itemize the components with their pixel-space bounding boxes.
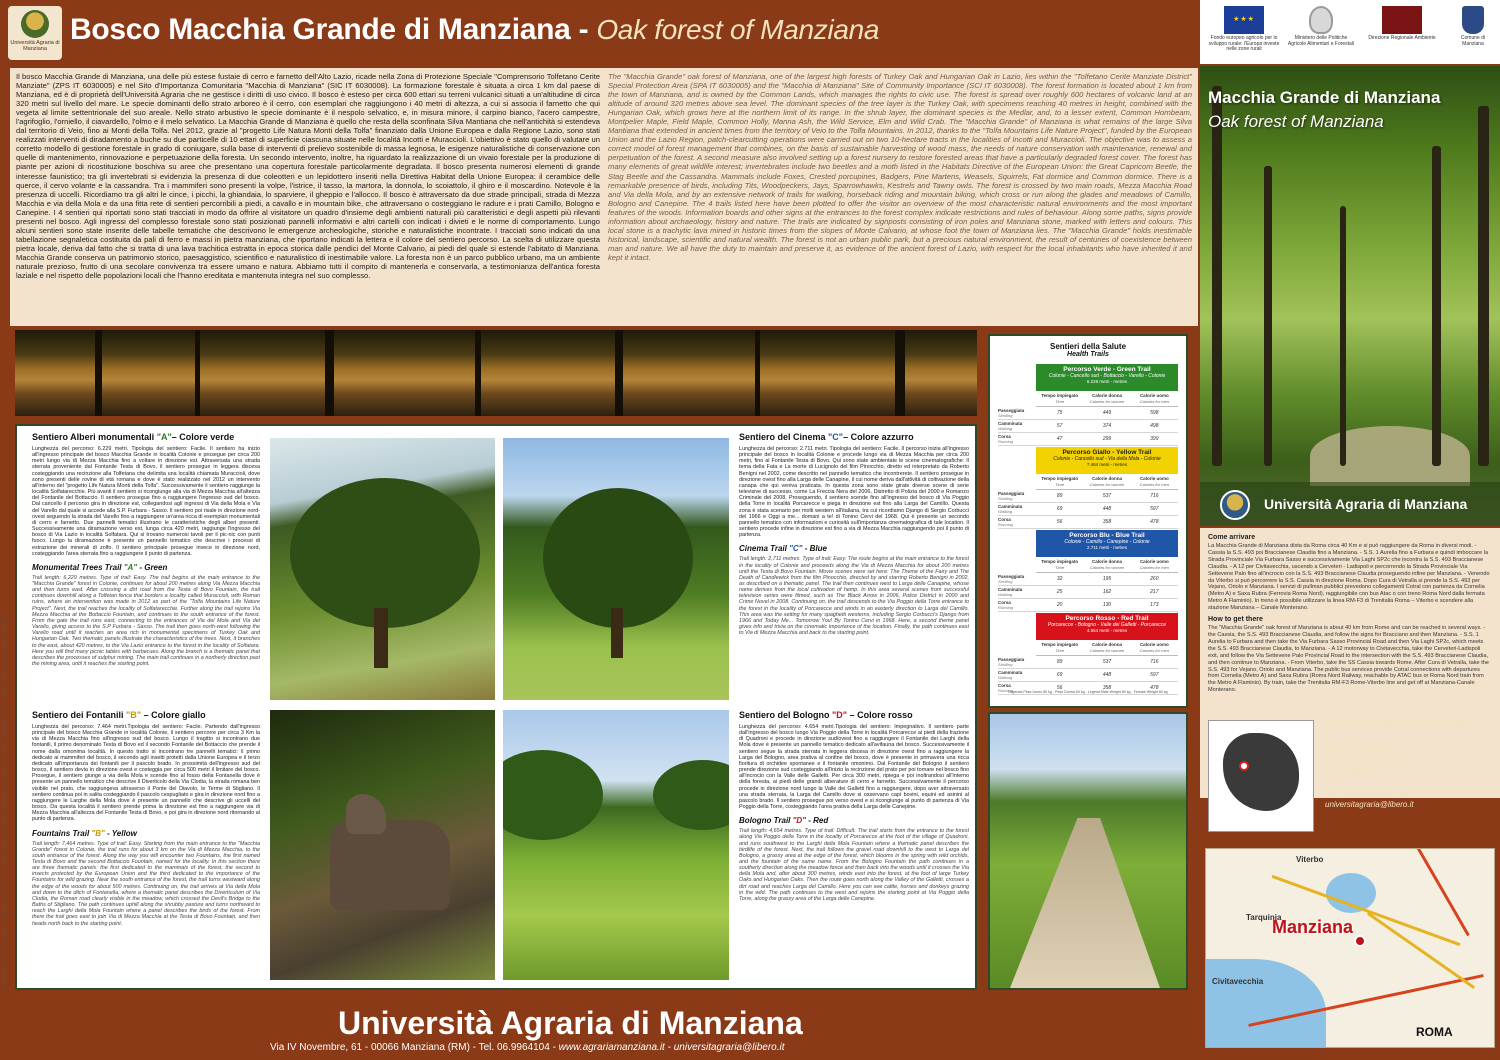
trail-letter: "C" [789,544,803,554]
table-cell: 399 [1150,436,1159,442]
trail-name: Percorso Rosso - Red Trail [1065,615,1149,622]
activity-it: Passeggiata [998,657,1025,662]
trail-header [1036,364,1178,391]
trail-header [1036,447,1178,474]
photo-university-name: Università Agraria di Manziana [1264,496,1468,512]
tree-trunk [325,330,334,416]
photo-subtitle: Oak forest of Manziana [1208,112,1384,131]
contact-phone: Tel. 06.9964104 [1325,768,1383,777]
donkey-photo [270,710,495,980]
activity-label [998,656,1036,668]
trail-title-text: Sentiero dei Fontanili [32,710,127,720]
sponsor-caption: Ministero delle Politiche Agricole Alimentari e Forestali [1287,35,1355,47]
glade-photo [503,710,729,980]
trail-length: 4.654 metri - metres [1086,628,1128,633]
table-subtitle: Health Trails [1067,351,1109,358]
crest-icon [21,10,49,38]
trail-name: Percorso Blu - Blue Trail [1069,532,1145,539]
activity-it: Corsa [998,517,1011,522]
trail-d-english-text: Trail length: 4,654 metres. Type of trail: Difficult. The trail starts from the entrance to the forest along Via Poggio della Torre in the locality of Porcarecce at the foot of the village of Quadroni, and runs southwest to the Larghi della Mola Fountain where a thematic panel describes the birdlife of the forest. Next, the trail follows the gravel road downhill to the west to Larga del Bologno, a grassy area at the edge of the forest, which blooms in the spring with wild orchids, and the fountain of the same name. From the Bologno Fountain the path continues in a southerly direction along the meadow fence and then back into the woods until it crosses the Via della Mola and, after about 300 metres, winds east into the forest, at the foot of large Turkey Oaks and Hungarian Oaks. Then the route goes north along the Valley of the Galletti, crosses a dirt road and reaches Larga del Camillo. Here you can see cattle, horses and donkeys grazing in the wild. The path continues to the west and rejoins the starting point at Via Poggio della Torre, along the grassy area of the Larga delle Canepine. [739,828,969,902]
activity-en: Walking [998,675,1013,680]
trail-b-title [32,710,260,720]
contact-email[interactable]: universitagraria@libero.it [1325,800,1414,809]
table-cell: 449 [1102,410,1112,416]
trail-name: Percorso Giallo - Yellow Trail [1062,449,1152,456]
table-cell: 20 [1056,602,1063,608]
table-cell: 448 [1102,506,1112,512]
table-cell: 716 [1150,659,1159,665]
activity-label [998,407,1036,419]
intro-italian: Il bosco Macchia Grande di Manziana, una delle più estese fustaie di cerro e farnetto dell'Alto Lazio, ricade nella Zona di Protezione Speciale "Comprensorio Tolfetano Cerite Manziate" (ZPS IT 6030005) e nel Sito d'Importanza Comunitaria "Macchia di Manziana" (SIC IT 6030008). La formazione forestale è situata a circa 1 km dal paese di Manziana, ed è di proprietà dell'Università Agraria che ne gestisce i diritti di uso civico. Il bosco è esteso per circa 600 ettari su terreni vulcanici situati a un'altitudine di circa 320 metri sul livello del mare. Le specie dominanti dello strato arboreo è il cerro, con esemplari che raggiungono i 40 metri di altezza, a cui si associa il farnetto che qui vegeta al limite settentrionale del suo areale. Nello strato arbustivo le specie dominante è il nespolo selvatico, e, in misura minore, il carpino bianco, l'acero campestre, l'agrifoglio, l'orniello, il ciavardello, l'olmo e il melo selvatico. La Macchia Grande di Manziana è quello che resta della sconfinata Silva Mantiana che nell'antichità si estendeva dal territorio di Veio, fino ai Monti della Tolfa. Nel 2012, grazie al "progetto Life Natura Monti della Tolfa" finanziato dalla Unione Europea e dalla Regione Lazio, sono stati realizzati interventi di diradamento a buche su due particelle di 10 ettari di superficie ciascuna situate nelle località Incotti e Muraccioli. L'obiettivo è stato quello di valutare un corretto modello di gestione forestale in grado di coniugare, sulla base di interventi di prelievo sostenibile di massa legnosa, le esigenze naturalistiche di conservazione con quelle di mantenimento, rinnovazione e perpetuazione della foresta. Un secondo intervento, inoltre, ha riguardato la realizzazione di un vivaio forestale per la produzione di piante per azioni di ricostituzione boschiva su aree che presentano una copertura forestale particolarmente degradata. Il bosco presenta numerosi elementi di grande interesse faunistico; tra gli invertebrati si evidenzia la presenza di due coleotteri e un lepidottero inseriti nella Direttiva Habitat della Unione Europea: il cerambice delle querce, il cervo volante e la cassandra. Tra i mammiferi sono presenti la volpe, l'istrice, il tasso, la martora, la donnola, lo scoiattolo, il ghiro e il moscardino. Notevole è la presenza di uccelli. Ricordiamo tra gli altri le cince, i picchi, la ghiandaia, lo sparviere, il gheppio e l'allocco. Il bosco è attraversato da due strade principali, strada di Mezza Macchia e via della Mola e da una fitta rete di sentieri percorribili a piedi, a cavallo e in mountain bike, che attraversano o costeggiano le radure e i prati Camillo, Bologno e Canepine. I 4 sentieri qui riportati sono stati tracciati in modo da offrire al visitatore un quadro d'insieme degli ambienti naturali più caratteristici e degli aspetti più rilevanti presenti nel bosco. Agli ingressi del complesso forestale sono stati posizionati pannelli informativi e altri cartelli con indicati i divieti e le norme di comportamento. Lungo alcuni sentieri sono state inserite delle tabelle tematiche che descrivono le emergenze archeologiche, storiche e naturalistiche incontrate. I tracciati sono indicati da una tabellazione segnaletica costituita da pali di ferro e massi in pietra manziana, che riportano indicati la lettera e il colore del sentiero percorso. La scelta di utilizzare questa pietra locale, deriva dal fatto che si tratta di una lava trachitica estratta in epoca storica dalle pendici del Monte Calvario, ai piedi del quale si estende l'abitato di Manziana. Macchia Grande conserva un patrimonio storico, paesaggistico, scientifico e naturalistico di inestimabile valore. La foresta non è un parco pubblico urbano, ma un ambiente naturale prezioso, frutto di una secolare convivenza tra essere umano e natura. Abbiamo tutti il compito di mantenerla e conservarla, a testimonianza dell'antica foresta laziale e nel rispetto delle popolazioni locali che l'hanno ereditata e mantenuta integra nel suo complesso. [16,72,600,281]
footer-email[interactable]: universitagraria@libero.it [673,1042,785,1053]
footer-title: Università Agraria di Manziana [338,1005,803,1041]
table-row [998,407,1178,420]
table-cell: 716 [1150,493,1159,499]
col-label: Calorie uomo [1139,476,1169,481]
table-cell: 32 [1056,576,1063,582]
table-cell: 130 [1102,602,1112,608]
table-cell: 56 [1056,519,1063,525]
footer-separator: - [664,1042,674,1053]
activity-it: Corsa [998,683,1011,688]
table-cell: 173 [1150,602,1159,608]
col-time [1036,391,1083,406]
oak-meadow-photo [270,438,495,700]
trail-c-english-text: Trail length: 2,711 metres. Type of trail: Easy. The route begins at the main entrance to the forest in the locality of Colonie and proceeds along the Via di Mezza Macchia for about 200 metres until the Testa di Bovo Fountain. Movie scenes were set here: The Theme of the Fairy and The Death of Candlewick from the film Pinocchio, directed by and starring Roberto Benigni in 2002, as described on a thematic panel. The trail then continues west to Larga delle Canapine, whose name derives from the local cultivation of hemp. In this area several scenes from successful television series were filmed, such as The Black Arrow in 2006, Police District in 2000 and Crime Novel in 2008. Continuing on, the trail descends to the Via Poggio della Torre entrance to the forest in the locality of Porcarecce and winds in an easterly direction to Larga del Camillo. This area was the setting for many spaghetti westerns, including Sergio Corbucci's Django from 1966 and Today Me... Tomorrow You! By Tonino Cervi in 1968. Here, a second theme panel gives info and trivia on the cinematic importance of the location. Finally, the path continues east to Via di Mezza Macchia and back to the starting point. [739,556,969,637]
intro-english: The "Macchia Grande" oak forest of Manziana, one of the largest high forests of Turkey Oak and Hungarian Oak in Lazio, lies within the "Tolfetano Cerite Manziate District" Special Protection Area (SPA IT 6030005) and the "Macchia di Manziana" Site of Community Importance (SCI IT 6030008). The forest formation is located about 1 km from the town of Manziana, and is owned by the Common Lands, which manages the rights to civic use. The forest is spread over roughly 600 hectares of volcanic land at an altitude of around 320 metres above sea level. The dominant species of the tree layer is the Turkey Oak, with specimens reaching 40 metres in height, combined with the Hungarian Oak, which grows here at the northern limit of its range. In the shrub layer, the dominant species is the Medlar, and, to a lesser extent, Common Hornbeam, Montpelier Maple, Field Maple, Common Holly, Manna Ash, the Wild Service, Elm and Wild Crab. The "Macchia Grande" of Manziana is what remains of the large Silva Mantiana that extended in ancient times from the territory of Veio to the Tolfa Mountains. In 2012, thanks to the "Tolfa Mountains Life Nature Project", funded by the European Union and the Lazio Region, patch-clearcutting operations were carried out on two 10-hectare tracts in the localities of Incotti and Muraccioli. The objective was to assess a correct model of forest management that combines, on the basis of sustainable harvesting of wood mass, the needs of nature conservation with maintenance, renewal and perpetuation of the forest. A second measure also involved setting up a forest nursery to restore forested areas that have a particularly degraded forest cover. The forest has many elements of great wildlife interest; invertebrates include two beetles and a moth listed in the Habitats Directive of the European Union: the Great Capricorn Beetle, the Stag Beetle and the Cassandra. Mammals include Foxes, Crested porcupines, Badgers, Pine Martens, Weasels, Squirrels, Fat dormice and Common dormice. There is a remarkable presence of birds, including Tits, Woodpeckers, Jays, Sparrowhawks, Kestrels and Tawny owls. The forest is crossed by two main roads, Mezza Macchia Road and Via della Mola, and by an extensive network of trails for walking, horseback riding and mountain biking, which cross or run along the glades and meadows of Camillo, Bologno and Canepine. The 4 trails listed here have been plotted to offer the visitor an overview of the most characteristic natural environments and the most important features of the woods. Information boards and other signs at the entrances to the forest complex indicate restrictions and rules of behaviour. Along some paths, signs provide information about archaeology, history and nature. The trails are indicated by signposts consisting of iron poles and Manziana stone, marked with letters and colours. This local stone is a trachytic lava mined in historic times from the slopes of Monte Calvario, at whose foot the town of Manziana lies. The "Macchia Grande" holds inestimable historical, landscape, scientific and natural wealth. The forest is not an urban public park, but a precious natural environment, the result of centuries of coexistence between man and nature. We all have the duty to maintain and preserve it, as evidence of the ancient forest of Lazio, with respect for the local inhabitants who have inherited it and kept it intact. [608,72,1192,262]
col-men [1131,391,1178,406]
table-cell: 217 [1150,589,1159,595]
table-cell: 25 [1056,589,1063,595]
map-label-tarquinia: Tarquinia [1246,913,1282,922]
table-row [998,573,1178,586]
contact-city: 00066 Manziana (RM) [1325,756,1405,765]
trail-b-block [32,710,260,986]
activity-it: Camminata [998,587,1023,592]
trail-d-block [739,710,969,986]
tree-trunk [1212,86,1222,466]
health-trails-table [988,334,1188,708]
activity-en: Strolling [998,579,1013,584]
sponsor-caption: Direzione Regionale Ambiente [1368,35,1436,41]
col-women [1083,474,1130,489]
tree-trunk [475,330,481,416]
col-men [1131,474,1178,489]
trail-c-text: Lunghezza del percorso: 2.711 metri. Tipologia del sentiero: Facile. Il percorso inizia all'ingresso principale del bosco in località Colonie e procede lungo via di Mezza Macchia per circa 200 metri, fino al Fontanile Testa di Bovo. Qui sono state ambientate le scene cinematografiche: Il tema della Fata e La morte di Lucignolo del film Pinocchio, diretto ed interpretato da Roberto Benigni nel 2002, come descritto nel pannello tematico che incontrerete. Il sentiero prosegue in direzione ovest fino alla Larga delle Canapine, il cui nome deriva dall'attività di coltivazione della canapa che qui veniva praticata. In questa zona sono state girate diverse scene di serie televisive di successo, come La Freccia Nera del 2006, Distretto di Polizia del 2000 e Romanzo Criminale del 2008. Proseguendo, il sentiero scende fino all'ingresso del bosco di Via Poggio della Torre in località Porcarecce e piega in direzione est fino alla Larga del Camillo. Questa zona è stata scenario per molti western all'italiana, tra cui ricordiamo Django di Sergio Corbucci del 1966 e Oggi a me... domani a te! di Tonino Cervi del 1968. Qui è presente un secondo pannello tematico con informazioni e curiosità sull'importanza cinematografica di tale location. Il sentiero procede infine in direzione est fino a via di Mezza Macchia raggiungendo poi il punto di partenza. [739,446,969,539]
activity-en: Walking [998,509,1013,514]
road-map [1205,848,1495,1048]
table-cell: 89 [1056,659,1063,665]
tree-trunk [195,330,200,416]
activity-label [998,586,1036,598]
page-title [70,13,879,47]
table-row [998,599,1178,612]
italy-emblem-icon [1309,6,1333,34]
how-to-get-there-title: How to get there [1208,616,1263,624]
map-label-manziana: Manziana [1272,917,1354,937]
donkey-head [346,794,386,834]
map-label-viterbo: Viterbo [1296,855,1324,864]
tree-trunk [1264,166,1272,466]
table-cell: 57 [1056,423,1063,429]
tree-trunk [374,608,388,668]
donkey [330,820,450,910]
col-label: Calorie donna [1091,476,1122,481]
activity-en: Running [998,605,1013,610]
trail-letter: "D" [792,816,807,826]
lone-oak-photo [503,438,729,700]
trail-length: 7.464 metri - metres [1086,462,1128,467]
table-cell: 56 [1056,685,1063,691]
university-crest-icon [1220,490,1250,520]
region-sponsor [1362,6,1442,60]
contact-website[interactable]: www.agrariamanziana.it [1325,788,1410,797]
stone-path [1010,818,1160,988]
ministry-sponsor [1286,6,1356,60]
trail-title-text: Fountains Trail [32,828,92,838]
tree-trunk [755,330,760,416]
col-label: Calorie uomo [1139,559,1169,564]
activity-en: Running [998,439,1013,444]
trail-c-block [739,432,969,700]
table-cell: 260 [1150,576,1159,582]
trail-stops: Colonie - Cancello sud - Via della Mola - Colonie [1053,456,1161,462]
footer-address [270,1042,785,1053]
activity-en: Running [998,688,1013,693]
col-label-en: Time [1055,565,1065,570]
table-cell: 75 [1056,410,1063,416]
logo-text: Università Agraria di Manziana [10,40,60,52]
table-cell: 537 [1102,493,1112,499]
activity-it: Camminata [998,504,1023,509]
trail-a-english-title [32,563,260,572]
table-cell: 89 [1056,493,1063,499]
table-row [998,503,1178,516]
footer-address-text: Via IV Novembre, 61 - 00066 Manziana (RM) - Tel. 06.9964104 - [270,1042,559,1053]
lazio-shape [1223,733,1299,811]
trail-length: 6.229 metri - metres [1086,379,1128,384]
activity-label [998,669,1036,681]
activity-label [998,503,1036,515]
col-label: Tempo impiegato [1041,393,1079,398]
trail-c-title [739,432,969,442]
col-men [1131,557,1178,572]
header [0,0,1500,64]
table-row [998,433,1178,446]
trail-title-text: Monumental Trees Trail [32,562,124,572]
col-label-en: Time [1055,648,1065,653]
trail-title-text: - Red [806,816,829,826]
col-label-en: Calories for men [1139,399,1169,404]
table-cell: 597 [1150,506,1159,512]
trail-stops: Colonie - Cancello sud - Bottaccio - Varello - Colonie [1048,373,1166,379]
col-label-en: Calories for men [1139,565,1169,570]
trail-letter: "C" [828,432,844,442]
map-label-civitavecchia: Civitavecchia [1212,977,1264,986]
trail-c-english-title [739,544,969,553]
activity-label [998,490,1036,502]
col-time [1036,557,1083,572]
how-to-get-there-text: The "Macchia Grande" oak forest of Manziana is about 40 km from Rome and can be reached in several ways. - the Cassia, the S.S. 493 Braccianese Claudia, and follow the signs for Bracciano and then Manziana. - S.S. 1 Aurelia to Furbara and then take the Via Furbara Sasso Provincial Road and then Via Laghi SP2c, which meets the S.S. 493 Braccianese Claudia, to Manziana. - A 12 motorway to Civitavecchia, take the Cerveteri-Ladispoli exit, and follow the Via Settevene Palo Provincial Road to the intersection with the S.S. 493 Braccianese Claudia, and then continue to Manziana. - From Viterbo, take the SS Cassia towards Rome. After Cura di Vetralla, take the S.S. 493 for Vejano, Oriolo and Manziana. The public bus services provide Cotral connections with departures from Cornelia (Metro A) and Saxa Rubra (Roma Nord Railway, reachable by ATAC bus or Roma Nord train from the Metro A Flaminio). By train, take the Trenitalia RM-F3 Rome-Viterbo line and get off at Manziana-Canale Monterano. [1208,625,1489,694]
activity-it: Passeggiata [998,408,1025,413]
eu-sponsor [1206,6,1282,60]
trail-title-text: – Colore azzurro [843,432,914,442]
col-label: Calorie donna [1091,642,1122,647]
eu-flag-icon: ★★★ [1224,6,1264,34]
sponsor-caption: Fondo europeo agricolo per lo sviluppo rurale: l'Europa investe nelle zone rurali [1208,35,1280,52]
tree-canopy [503,750,603,840]
col-label: Calorie donna [1091,393,1122,398]
trail-title-text: Sentiero Alberi monumentali [32,432,157,442]
road [1367,912,1475,989]
manziana-crest-icon [1462,6,1484,34]
trail-d-english-title [739,816,969,825]
photo-title: Macchia Grande di Manziana [1208,88,1441,107]
col-label-en: Calories for men [1139,648,1169,653]
table-row [998,516,1178,529]
col-label: Tempo impiegato [1041,559,1079,564]
trail-b-english-text: Trail length: 7,464 metres. Type of trail: Easy. Starting from the main entrance to the "Macchia Grande" forest in Colonie, the trail runs for about 3 km on the Via di Mezza Macchia, to the south entrance of the forest. Along the way you will encounter two Fountains, the first named Testa di Bovo and the second Bottaccio Fountain, named for the locality. In this section there are three thematic panels: the first dedicated to the mammals of the forest, the second to insects protected by the European Union and the third dedicated to the importance of the Fountains for wild grazing. Near the south entrance of the forest, the trail turns westward along the edge of the woods for about 500 metres. Continuing on, the trail arrives at Via della Mola and down to the ditch of Fontanella, where a thematic panel describes the Diverticulum of Via Clodia, the Roman road clearly visible in the meadow, which crossed the Devil's Bridge to the Baths of Stigliano. The path continues uphill along the shrubby pasture and turns northward to reach the Larghi della Mola Fountain where a panel describes the birds of the forest. From there the trail goes east to join Via di Mezza Macchia at the Testa di Bovo Fountain, and then heads north back to the starting point. [32,840,260,927]
tree-trunk [895,330,905,416]
footer-website[interactable]: www.agrariamanziana.it [558,1042,665,1053]
table-cell: 448 [1102,672,1112,678]
trail-length: 2.711 metri - metres [1087,545,1127,550]
col-label-en: Calories for men [1139,482,1169,487]
trail-title-text: - Blue [802,544,827,554]
forest-photo [1200,66,1500,526]
table-cell: 69 [1056,672,1063,678]
table-cell: 47 [1056,436,1063,442]
trail-title-text: - Yellow [104,828,137,838]
table-cell: 358 [1102,685,1112,691]
table-cell: 195 [1102,576,1112,582]
activity-it: Corsa [998,434,1011,439]
map-label-roma: ROMA [1416,1025,1453,1039]
tree-canopy [543,488,693,628]
col-label-en: Calories for women [1089,648,1125,653]
tree-trunk [615,330,623,416]
trails-panel [15,424,977,990]
activity-it: Camminata [998,670,1023,675]
manziana-marker-icon [1239,761,1249,771]
manziana-map-marker-icon [1354,935,1366,947]
title-italian: Bosco Macchia Grande di Manziana [70,13,571,46]
trail-a-english-text: Trail length: 6,229 metres. Type of trail: Easy. The trail begins at the main entrance to the "Macchia Grande" forest in Colonie, continues for about 200 metres along Via Mezza Macchia and then turns east. After crossing a dirt road from the Testa di Bovo Fountain, the trail continues downhill along a Tolfetan fence that borders a locality called Muraccioli, with Roman ruins, where an intervention was made in 2012 as part of the "Tolfa Mountains Life Nature Project". Next, the trail reaches the locality of Solfatarecchie. Further along the trail rejoins Via Mezza Macchia at the Bottaccio Fountain, and continues to the south entrance of the forest. From the gate the trail runs east, connecting to the entrances of Via del Mola and Via del Varello, giving access to the S.P Furbara - Sasso. The trail then goes north-west following the Varello road until it reaches an area rich in monumental specimens of Turkey Oak and Hungarian Oak. Two thematic panels illustrate the characteristics of the trees. Next, it branches to the east, about 420 metres, to the Via Lazio entrance to the forest in the locality of Solfatara. Here you will find many picnic tables with barbecues. Along the branch is a thematic panel that describes the processes of sulphur mining. The main trail continues in a northerly direction past the mining area, until it reaches the starting point. [32,574,260,667]
table-row [998,656,1178,669]
col-label-en: Calories for women [1089,482,1125,487]
title-english: Oak forest of Manziana [596,14,880,45]
trail-stops: Colonie - Camillo - Canepine - Colonie [1064,539,1150,545]
table-cell: 598 [1150,410,1159,416]
tree-canopy [290,478,480,628]
contact-address: Via IV Novembre, 61 [1325,744,1399,753]
table-cell: 374 [1102,423,1112,429]
sea [1206,959,1326,1048]
column-headers [1036,640,1178,656]
col-label: Calorie donna [1091,559,1122,564]
tree-trunk [95,330,102,416]
trail-a-block [32,432,260,700]
trail-name: Percorso Verde - Green Trail [1063,366,1151,373]
trail-b-text: Lunghezza del percorso: 7.464 metri.Tipologia del sentiero: Facile. Partendo dall'ingresso principale del bosco Macchia Grande in località Colonie, il sentiero percorre per circa 3 Km la via di Mezza Macchia fino all'ingresso sud del bosco. Lungo il tragitto si incontrano due fontanili, il primo denominato Testa di Bovo ed il secondo Fontanile del Bottaccio che prende il nome dalla omonima località. In questo tratto si incontrano tre pannelli tematici: il primo dedicato ai mammiferi del bosco, il secondo agli insetti protetti dalla Unione Europea e il terzo dedicato all'importanza dei fontanili per il pascolo brado. In prossimità dell'ingresso sud del bosco, il sentiero devia in direzione ovest e costeggia per circa 500 metri il limitare del bosco. Prosegue, il sentiero giunge a via della Mola e scende fino al fosso della Fontanella dove è presente un pannello tematico che descrive il Diverticolo della Via Clodia, la strada romana ben visibile nel prato, che raggiungeva attraverso il Ponte del Diavolo, le Terme di Stigliano. Il sentiero continua poi in salita costeggiando il pascolo cespugliato e gira in direzione nord fino a raggiungere le Larghe della Mola dove è presente un pannello che descrive gli uccelli del bosco. Da questa località il sentiero prende prima la direzione est fino a raggiungere via di Mezza Macchia all'altezza del Fontanile Testa di Bovo, e poi gira in direzione nord ritornando al punto di partenza. [32,724,260,823]
table-row [998,586,1178,599]
trail-a-text: Lunghezza del percorso: 6.229 metri. Tipologia del sentiero: Facile. Il sentiero ha inizio all'ingresso principale del bosco Macchia Grande in località Colonie e prosegue per circa 200 metri lungo via di Mezza Macchia fino a voltare in direzione est. Attraversata una strada sterrata proveniente dal Fontanile Testa di Bovo, il sentiero prosegue in leggera discesa costeggiando una recinzione alla Tolfetana che delimita una località chiamata Muraccioli, dove sono presenti delle rovine di età romana e dove è stato realizzato nel 2012 un intervento all'interno del "progetto Life Natura Monti della Tolfa". Successivamente il sentiero raggiunge la località Solfatarecchie. Più avanti il sentiero si ricongiunge alla via di Mezza Macchia all'altezza del Fontanile del Bottaccio. Il sentiero prosegue fino a raggiungere l'ingresso sud del bosco. Dal cancello il percorso gira in direzione est, collegandosi agli ingressi di Via della Mola e Via del Varello dal quale si accede alla S.P. Furbara - Sasso. Il sentiero poi risale in direzione nord-ovest seguendo la strada del Varello fino a raggiungere un'area ricca di esemplari monumentali di cerro e farnetto. Due pannelli tematici illustrano le caratteristiche degli alberi presenti. Successivamente una diramazione verso est, lunga circa 420 metri, raggiunge l'ingresso del bosco di Via Lazio in località Solfatara. Qui si trovano numerosi tavoli per il pic-nic con punti fuoco. Lungo la diramazione è presente un pannello tematico che descrive i processi di estrazione dei minerali di zolfo. Il sentiero principale prosegue invece in direzione nord, costeggiando l'area sterrata fino a raggiungere il punto di partenza. [32,446,260,557]
activity-label [998,573,1036,585]
activity-en: Walking [998,426,1013,431]
trail-title-text: – Colore giallo [141,710,206,720]
activity-label [998,433,1036,445]
activity-en: Strolling [998,496,1013,501]
activity-label [998,420,1036,432]
col-label: Calorie uomo [1139,393,1169,398]
credits: Direzione dei Lavori M. Roncolotti - Coordinamento, testi e foto G. Pirola - Disegno A. M. Pirola - Elaborazione cartografica R. Pisano - Traduzione testi J. K. Vandin - Grafica e stampa Gangemi Pubblicità [2,613,7,990]
sponsor-logos [1200,0,1500,64]
activity-it: Passeggiata [998,491,1025,496]
table-row [998,420,1178,433]
activity-en: Running [998,522,1013,527]
table-cell: 478 [1150,519,1159,525]
tree-trunk [1432,146,1441,466]
activity-en: Walking [998,592,1013,597]
col-label-en: Time [1055,399,1065,404]
tree-trunk [1478,106,1489,466]
contact-block [1200,712,1500,842]
col-time [1036,640,1083,655]
col-label-en: Time [1055,482,1065,487]
intro-panel [10,68,1198,326]
university-logo [8,6,62,60]
trail-d-title [739,710,969,720]
trail-title-text: Bologno Trail [739,816,793,826]
trail-a-title [32,432,260,442]
tree-canopy [653,760,729,830]
table-row [998,490,1178,503]
activity-it: Corsa [998,600,1011,605]
column-headers [1036,474,1178,490]
title-separator: - [570,13,597,46]
trail-header [1036,613,1178,640]
trail-header [1036,530,1178,557]
table-cell: 537 [1102,659,1112,665]
activity-label [998,516,1036,528]
come-arrivare-title: Come arrivare [1208,534,1256,541]
col-label: Tempo impiegato [1041,476,1079,481]
table-cell: 478 [1150,685,1159,691]
trail-title-text: – Colore verde [171,432,235,442]
col-label-en: Calories for women [1089,399,1125,404]
trail-letter: "A" [123,562,138,572]
table-row [998,669,1178,682]
trail-title-text: Sentiero del Bologno [739,710,833,720]
table-cell: 358 [1102,519,1112,525]
table-title: Sentieri della Salute [1049,342,1127,351]
lazio-region-icon [1382,6,1422,34]
activity-label [998,599,1036,611]
col-label: Tempo impiegato [1041,642,1079,647]
forest-path [1310,426,1470,486]
col-women [1083,391,1130,406]
table-cell: 162 [1102,589,1112,595]
table-cell: 597 [1150,672,1159,678]
trail-title-text: Cinema Trail [739,544,790,554]
table-cell: 498 [1150,423,1159,429]
column-headers [1036,557,1178,573]
trail-stops: Porcarecce - Bologno - Valle dei Galletti - Porcarecce [1047,622,1167,628]
contact-name: Università Agraria di Manziana [1325,718,1471,729]
trail-title-text: Sentiero del Cinema [739,432,829,442]
col-label-en: Calories for women [1089,565,1125,570]
trail-title-text: – Colore rosso [847,710,913,720]
trail-title-text: - Green [137,562,168,572]
stone-path-photo [988,712,1188,990]
comune-sponsor [1450,6,1496,60]
col-time [1036,474,1083,489]
trail-letter: "A" [156,432,172,442]
trail-letter: "D" [832,710,848,720]
table-cell: 299 [1102,436,1112,442]
col-women [1083,557,1130,572]
column-headers [1036,391,1178,407]
tree-trunk [611,608,623,658]
trail-letter: "B" [91,828,105,838]
table-cell: 69 [1056,506,1063,512]
col-label: Calorie uomo [1139,642,1169,647]
lazio-locator-map [1208,720,1314,832]
trail-d-text: Lunghezza del percorso: 4.654 metri.Tipologia del sentiero: Impegnativo. Il sentiero parte dall'ingresso del bosco lungo Via Poggio della Torre in località Porcarecce ai piedi della frazione di Quadroni e procede in direzione sud/ovest fino a raggiungere il Fontanile dei Larghi della Mola dove è presente un pannello tematico dedicato all'avifauna del bosco. Successivamente il sentiero segue la strada sterrata in leggera discesa in direzione ovest fino a raggiungere la Larga del Bologno, area prativa al confine del bosco, dove è presente in primavera una ricca fioritura di orchidee spontanee e il fontanile omonimo. Dal Fontanile del Bologno il sentiero prende direzione sud costeggiando all'inizio la recinzione del prato per poi tornare nel bosco fino all'incrocio con la Valle delle Galletti. Per circa 300 metri, ripiega e poi inoltrandosi all'interno della foresta, ai piedi delle grandi alberature di cerro e farnetto. Successivamente il percorso procede in direzione nord lungo la Valle dei Galletti fino a raggiungere, dopo aver attraversato una strada sterrata, la Larga del Camillo dove si osservano capi bovini, equini ed asinini al pascolo brado. Il sentiero prosegue poi verso ovest e si ricongiunge al punto di partenza di Via Poggio della Torre, costeggiando l'area prativa della Larga delle Canepine. [739,724,969,811]
col-men [1131,640,1178,655]
trail-letter: "B" [126,710,142,720]
activity-en: Strolling [998,413,1013,418]
trail-b-english-title [32,829,260,838]
tree-trunk [1340,206,1346,466]
activity-it: Camminata [998,421,1023,426]
come-arrivare-text: La Macchia Grande di Manziana dista da Roma circa 40 Km e si può raggiungere da Roma in diversi modi. - Cassia la S.S. 493 poi Braccianese Claudia fino a Manziana. - S.S. 1 Aurelia fino a Furbara e quindi imboccare la Strada Provinciale Via Furbara Sasso e successivamente Via Laghi SP2c che incontra la S.S. 493 Braccianese Claudia. - A 12 per Civitavecchia, uscendo a Cerveteri - Ladispoli e percorrendo la Strada Provinciale Via Settevene Palo fino all'incrocio con la S.S. 493 Braccianese Claudia proseguendo infine per Manziana. - Venendo da Viterbo si può percorrere la S.S. Cassia in direzione Roma. Dopo Cura di Vetralla si prende la S.S. 493 per Vejano, Oriolo e Manziana. I servizi di pullman pubblici prevedono collegamenti Cotral con partenza da Cornelia (Metro A) e Saxa Rubra (Ferrovia Roma Nord), raggiungibile con bus Atac o con treno Roma Nord dalla fermata Metro A Flaminio). In treno è possibile utilizzare la linea RM-F3 di Trenitalia Roma – Viterbo e scendere alla stazione Manziana – Canale Monterano. [1208,543,1490,612]
sponsor-caption: Comune di Manziana [1460,35,1486,47]
table-legend: Legenda Peso Uomo 80 kg - Peso Donna 60 kg - Legend Male Weight 80 kg - Female Weight 60 kg [1008,690,1168,694]
activity-it: Passeggiata [998,574,1025,579]
autumn-forest-panorama [15,330,977,416]
activity-en: Strolling [998,662,1013,667]
col-women [1083,640,1130,655]
